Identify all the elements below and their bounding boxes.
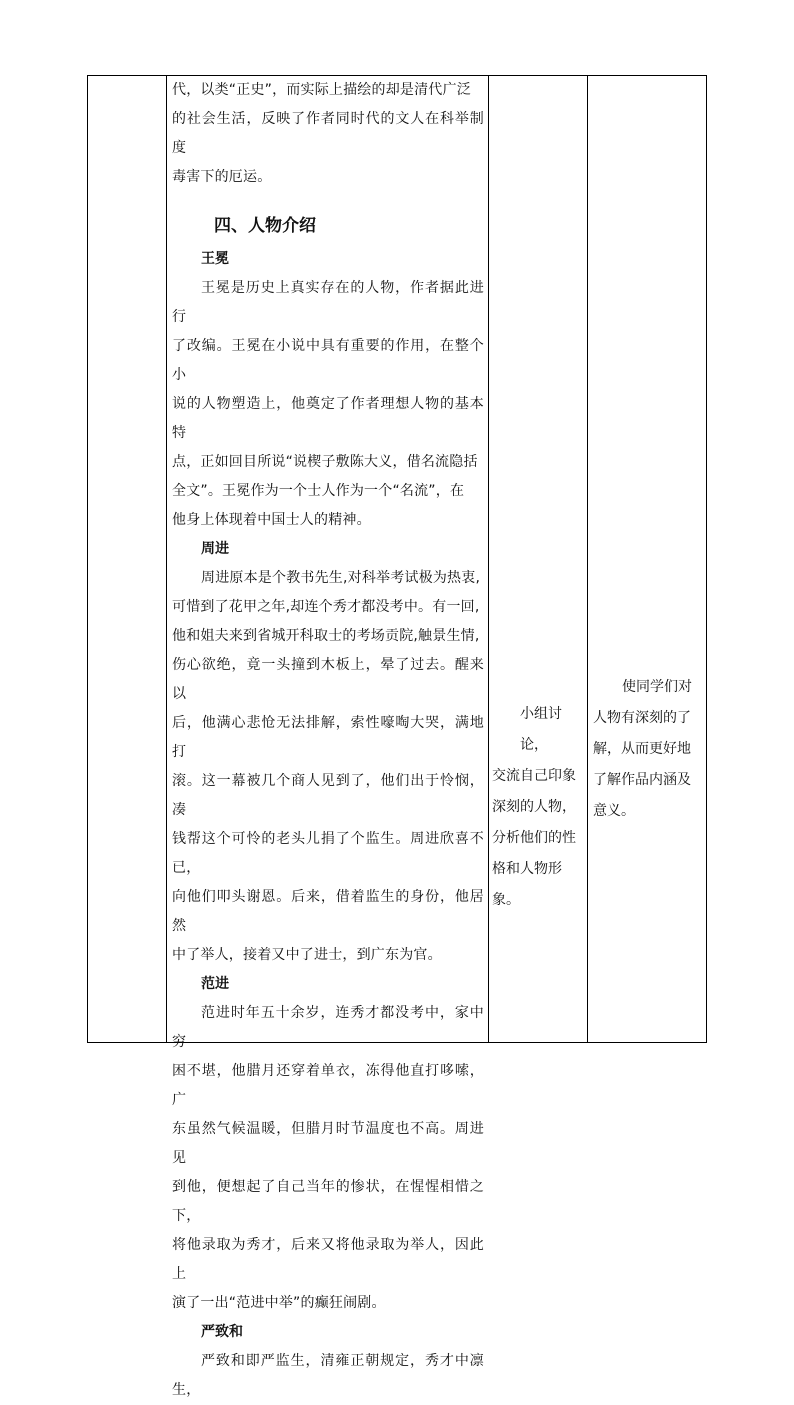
purpose-line: 人物有深刻的了 bbox=[593, 710, 691, 726]
character-text-line: 中了举人，接着又中了进士，到广东为官。 bbox=[172, 947, 442, 963]
character-text-line: 后，他满心悲怆无法排解，索性嚎啕大哭，满地打 bbox=[172, 715, 484, 760]
intro-line: 代，以类“正史”，而实际上描绘的却是清代广泛 bbox=[172, 82, 471, 98]
character-name: 范进 bbox=[201, 976, 229, 992]
purpose-line: 解，从而更好地 bbox=[593, 741, 691, 757]
character-text-line: 钱帮这个可怜的老头儿捐了个监生。周进欣喜不已， bbox=[172, 831, 484, 876]
teaching-content-cell bbox=[172, 76, 484, 1405]
character-text-line: 他和姐夫来到省城开科取士的考场贡院,触景生情, bbox=[172, 628, 480, 644]
intro-line: 的社会生活，反映了作者同时代的文人在科举制度 bbox=[172, 111, 484, 156]
character-text-line: 演了一出“范进中举”的癫狂闹剧。 bbox=[172, 1295, 386, 1311]
character-text-line: 了改编。王冕在小说中具有重要的作用，在整个小 bbox=[172, 338, 484, 383]
table-left-border bbox=[87, 75, 88, 1043]
character-text-line: 严致和即严监生，清雍正朝规定，秀才中凛生， bbox=[172, 1353, 484, 1398]
activity-line: 格和人物形象。 bbox=[492, 861, 562, 908]
activity-line: 分析他们的性 bbox=[492, 830, 576, 846]
character-name: 严致和 bbox=[201, 1324, 243, 1340]
student-activity-cell bbox=[492, 699, 588, 916]
character-name: 周进 bbox=[201, 541, 229, 557]
purpose-line: 了解作品内涵及 bbox=[593, 772, 691, 788]
character-text-line: 点，正如回目所说“说楔子敷陈大义，借名流隐括 bbox=[172, 454, 478, 470]
character-text-line: 将他录取为秀才，后来又将他录取为举人，因此上 bbox=[172, 1237, 484, 1282]
character-text-line: 王冕是历史上真实存在的人物，作者据此进行 bbox=[172, 280, 484, 325]
activity-line: 交流自己印象 bbox=[492, 768, 576, 784]
purpose-line: 使同学们对 bbox=[622, 679, 692, 695]
activity-line: 深刻的人物， bbox=[492, 799, 576, 815]
design-intent-cell bbox=[593, 672, 705, 827]
intro-line: 毒害下的厄运。 bbox=[172, 169, 272, 185]
character-text-line: 伤心欲绝，竟一头撞到木板上，晕了过去。醒来以 bbox=[172, 657, 484, 702]
character-text-line: 范进时年五十余岁，连秀才都没考中，家中穷 bbox=[172, 1005, 484, 1050]
character-text-line: 滚。这一幕被几个商人见到了，他们出于怜悯，凑 bbox=[172, 773, 484, 818]
character-text-line: 周进原本是个教书先生,对科举考试极为热衷, bbox=[201, 570, 481, 586]
character-text-line: 说的人物塑造上，他奠定了作者理想人物的基本特 bbox=[172, 396, 484, 441]
character-text-line: 向他们叩头谢恩。后来，借着监生的身份，他居然 bbox=[172, 889, 484, 934]
purpose-line: 意义。 bbox=[593, 803, 635, 819]
activity-line: 小组讨论， bbox=[520, 706, 562, 753]
character-text-line: 全文”。王冕作为一个士人作为一个“名流”，在 bbox=[172, 483, 465, 499]
table-right-border bbox=[706, 75, 707, 1043]
section-heading: 四、人物介绍 bbox=[214, 216, 316, 236]
character-text-line: 东虽然气候温暖，但腊月时节温度也不高。周进见 bbox=[172, 1121, 484, 1166]
character-text-line: 困不堪，他腊月还穿着单衣，冻得他直打哆嗦，广 bbox=[172, 1063, 484, 1108]
character-name: 王冕 bbox=[201, 251, 229, 267]
character-text-line: 可惜到了花甲之年,却连个秀才都没考中。有一回, bbox=[172, 599, 480, 615]
character-text-line: 到他，便想起了自己当年的惨状，在惺惺相惜之下， bbox=[172, 1179, 484, 1224]
column-divider-1 bbox=[166, 75, 167, 1043]
column-divider-2 bbox=[488, 75, 489, 1043]
character-text-line: 他身上体现着中国士人的精神。 bbox=[172, 512, 371, 528]
